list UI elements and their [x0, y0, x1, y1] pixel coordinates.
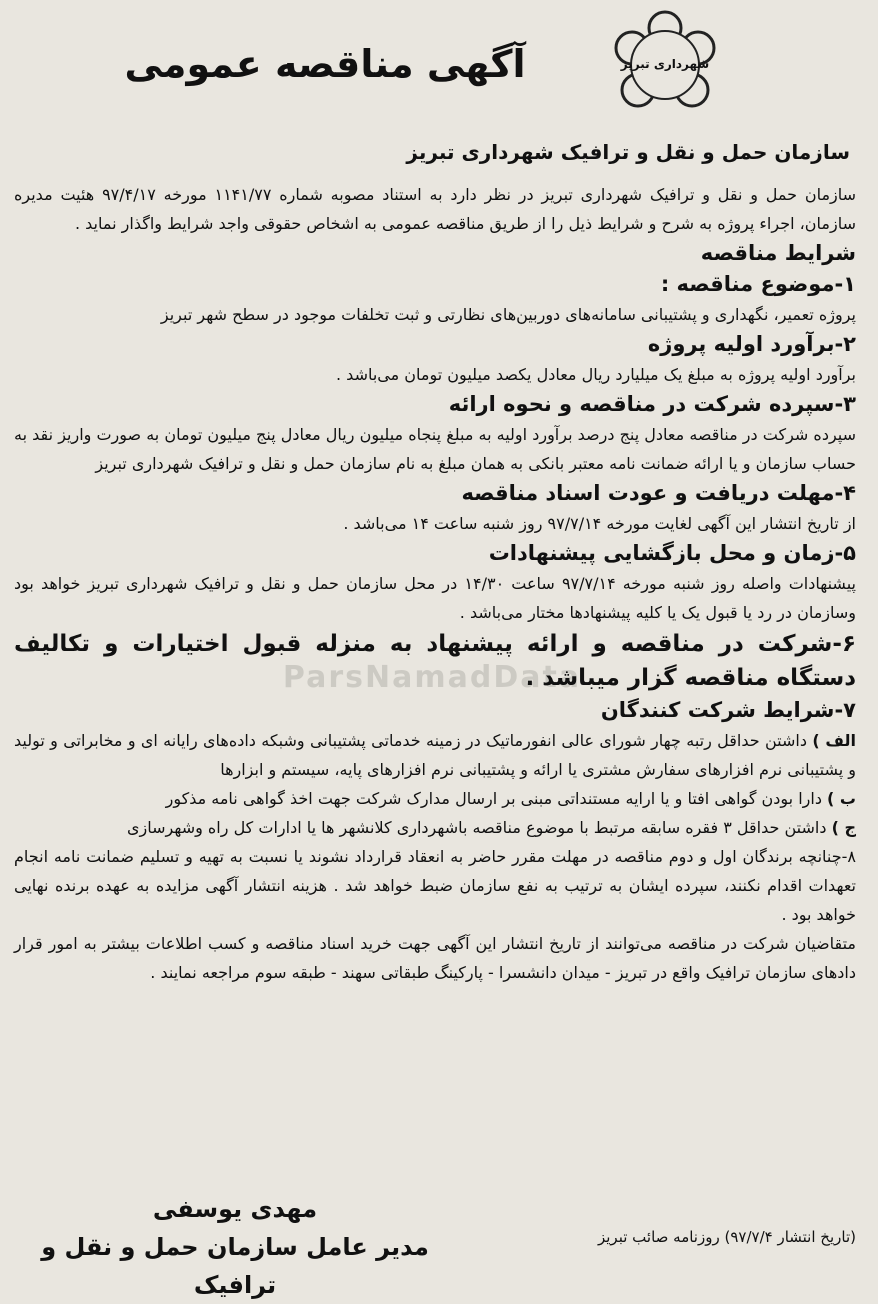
section-4-text: از تاریخ انتشار این آگهی لغایت مورخه ۹۷/۷/۱۴ روز شنبه ساعت ۱۴ می‌باشد .	[343, 514, 856, 533]
section-7-item-a	[14, 726, 856, 784]
section-4-heading: ۴-مهلت دریافت و عودت اسناد مناقصه	[461, 481, 856, 505]
intro-paragraph: سازمان حمل و نقل و ترافیک شهرداری تبریز در نظر دارد به استناد مصوبه شماره ۱۱۴۱/۷۷ مورخه ۹۷/۴/۱۷ هئیت مدیره سازمان، اجراء پروژه به شرح و شرایط ذیل را از طریق مناقصه عمومی به اشخاص حقوقی واجد شرایط واگذار نماید .	[14, 185, 857, 233]
signature-block	[20, 1190, 450, 1304]
section-2-heading: ۲-برآورد اولیه پروژه	[647, 332, 856, 356]
logo-flower-icon	[600, 10, 730, 120]
section-1-text: پروژه تعمیر، نگهداری و پشتیبانی سامانه‌های دوربین‌های نظارتی و ثبت تخلفات موجود در سطح شهر تبریز	[160, 305, 856, 324]
section-2-text: برآورد اولیه پروژه به مبلغ یک میلیارد ریال معادل یکصد میلیون تومان می‌باشد .	[336, 365, 856, 384]
signatory-name: مهدی یوسفی	[152, 1195, 318, 1223]
section-3-text: سپرده شرکت در مناقصه معادل پنج درصد برآورد اولیه به مبلغ پنجاه میلیون ریال معادل پنج میلیون تومان به صورت واریز نقد به حساب سازمان و یا ارائه ضمانت نامه معتبر بانکی به همان مبلغ به نام سازمان حمل و نقل و ترافیک شهرداری تبریز	[14, 425, 856, 473]
section-5-heading: ۵-زمان و محل بازگشایی پیشنهادات	[488, 541, 856, 565]
item-b-label: ب )	[827, 789, 856, 808]
item-b-text: دارا بودن گواهی افتا و یا ارایه مستنداتی مبنی بر ارسال مدارک شرکت جهت اخذ گواهی نامه مذکور	[165, 789, 822, 808]
notice-body	[14, 180, 856, 987]
section-1-heading: ۱-موضوع مناقصه :	[660, 272, 856, 296]
closing-paragraph: متقاضیان شرکت در مناقصه می‌توانند از تاریخ انتشار این آگهی جهت خرید اسناد مناقصه و کسب اطلاعات بیشتر به امور قرار دادهای سازمان ترافیک واقع در تبریز - میدان دانشسرا - پارکینگ طبقاتی سهند - طبقه سوم مراجعه نمایند .	[14, 934, 856, 982]
item-a-text: داشتن حداقل رتبه چهار شورای عالی انفورماتیک در زمینه خدماتی پشتیبانی وشبکه داده‌های رایانه ای و مخابراتی و تولید و پشتیبانی نرم افزارهای سفارش مشتری یا ارائه و پشتیبانی نرم افزارهای پایه، سیستم و ابزارها	[14, 731, 856, 779]
logo-text: شهرداری تبریز	[620, 57, 710, 71]
section-6-heading: ۶-شرکت در مناقصه و ارائه پیشنهاد به منزله قبول اختیارات و تکالیف دستگاه مناقصه گزار میباشد .	[14, 631, 856, 691]
watermark: ParsNamadData	[282, 660, 582, 695]
item-c-label: ج )	[831, 818, 856, 837]
section-3-heading: ۳-سپرده شرکت در مناقصه و نحوه ارائه	[448, 392, 856, 416]
publication-info: (تاریخ انتشار ۹۷/۷/۴) روزنامه صائب تبریز	[597, 1228, 856, 1246]
section-5-text: پیشنهادات واصله روز شنبه مورخه ۹۷/۷/۱۴ ساعت ۱۴/۳۰ در محل سازمان حمل و نقل و ترافیک شهرداری تبریز خواهد بود وسازمان در رد یا قبول یک یا کلیه پیشنهادها مختار می‌باشد .	[14, 574, 856, 622]
item-c-text: داشتن حداقل ۳ فقره سابقه مرتبط با موضوع مناقصه باشهرداری کلانشهر ها یا ادارات کل راه وشهرسازی	[126, 818, 827, 837]
section-7-heading: ۷-شرایط شرکت کنندگان	[600, 698, 856, 722]
section-8-text: ۸-چنانچه برندگان اول و دوم مناقصه در مهلت مقرر حاضر به انعقاد قرارداد نشوند یا نسبت به تهیه و تسلیم ضمانت نامه انجام تعهدات اقدام نکنند، سپرده ایشان به ترتیب به نفع سازمان ضبط خواهد شد . هزینه انتشار آگهی مزایده به عهده برنده نهایی خواهد بود .	[14, 847, 856, 924]
signatory-title: مدیر عامل سازمان حمل و نقل و ترافیک	[41, 1233, 429, 1299]
municipality-logo	[600, 10, 730, 120]
section-7-item-b	[14, 784, 856, 813]
item-a-label: الف )	[812, 731, 856, 750]
section-7-item-c	[14, 813, 856, 842]
conditions-heading: شرایط مناقصه	[700, 241, 856, 265]
notice-title: آگهی مناقصه عمومی	[124, 42, 526, 86]
organization-name: سازمان حمل و نقل و ترافیک شهرداری تبریز	[406, 140, 850, 164]
